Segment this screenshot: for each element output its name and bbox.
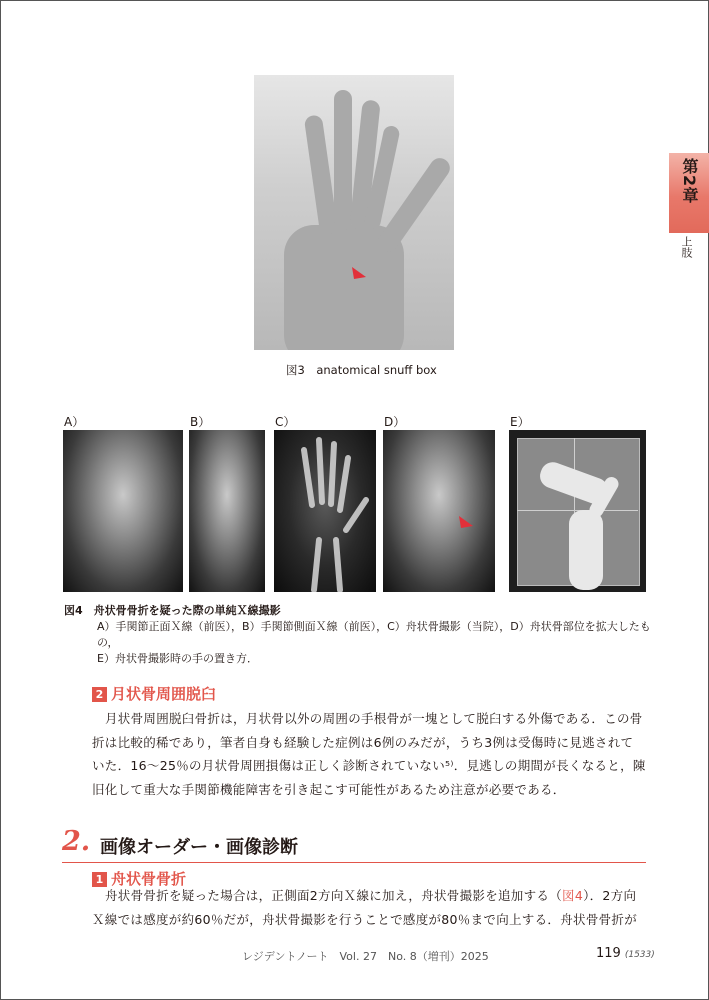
section2-heading [62,828,646,863]
panel-label-b: B） [190,415,211,429]
journal-footer: レジデントノート Vol. 27 No. 8（増刊）2025 [242,950,489,963]
subsection-perilunate-heading [92,683,216,704]
xray-scaphoid-view-image [274,430,376,592]
paragraph-line: いた．16～25％の月状骨周囲損傷は正しく診断されていない⁵⁾．見逃しの期間が長くなると，陳 [92,758,646,773]
paragraph-line: 折は比較的稀であり，筆者自身も経験した症例は6例のみだが，うち3例は受傷時に見逃されて [92,734,634,750]
paragraph-text: ）．2方向 [583,888,637,903]
subsection-number-badge: 2 [92,687,107,702]
figure4-title: 図4 舟状骨骨折を疑った際の単純Ｘ線撮影 [64,604,281,617]
figure3-caption: 図3 anatomical snuff box [286,363,437,377]
panel-label-c: C） [275,415,296,429]
panel-label-e: E） [510,415,530,429]
chapter-title: 第2章 [680,158,699,205]
chapter-subtitle: 上肢 [680,236,693,258]
hand-placement-photo [509,430,646,592]
page-number-value: 119 [596,946,621,961]
xray-scaphoid-enlarged-image [383,430,495,592]
paragraph-line [92,884,648,908]
paragraph-line: 月状骨周囲脱臼骨折は，月状骨以外の周囲の手根骨が一塊として脱臼する外傷である．この骨 [105,711,643,726]
page-number [596,946,655,961]
subsection-title: 舟状骨骨折 [111,870,187,888]
xray-wrist-frontal-image [63,430,183,592]
scaphoid-paragraph [92,884,648,931]
section-number: 2. [62,826,91,857]
figure4-caption-line2: E）舟状骨撮影時の手の置き方． [97,652,258,665]
figure4-reference-link[interactable]: 図4 [562,888,584,903]
subsection-title: 月状骨周囲脱臼 [111,685,217,703]
section-title: 画像オーダー・画像診断 [100,837,298,858]
arrowhead-marker-icon [352,265,368,279]
xray-wrist-lateral-image [189,430,265,592]
perilunate-paragraph [92,707,648,801]
paragraph-text: 舟状骨骨折を疑った場合は，正側面2方向Ｘ線に加え，舟状骨撮影を追加する（ [105,888,563,903]
panel-label-d: D） [384,415,406,429]
figure3-hand-photo [254,75,454,350]
paragraph-line: Ｘ線では感度が約60％だが，舟状骨撮影を行うことで感度が80％まで向上する．舟状骨骨折が [92,911,638,927]
subsection-number-badge: 1 [92,872,107,887]
page-number-sub: (1533) [624,950,655,960]
panel-label-a: A） [64,415,85,429]
figure4-caption-line1: A）手関節正面Ｘ線（前医），B）手関節側面Ｘ線（前医），C）舟状骨撮影（当院），D）舟状骨部位を拡大したもの， [97,620,651,649]
arrowhead-marker-icon [459,514,475,528]
paragraph-line: 旧化して重大な手関節機能障害を引き起こす可能性があるため注意が必要である． [92,781,566,797]
figure4-caption [64,603,664,667]
